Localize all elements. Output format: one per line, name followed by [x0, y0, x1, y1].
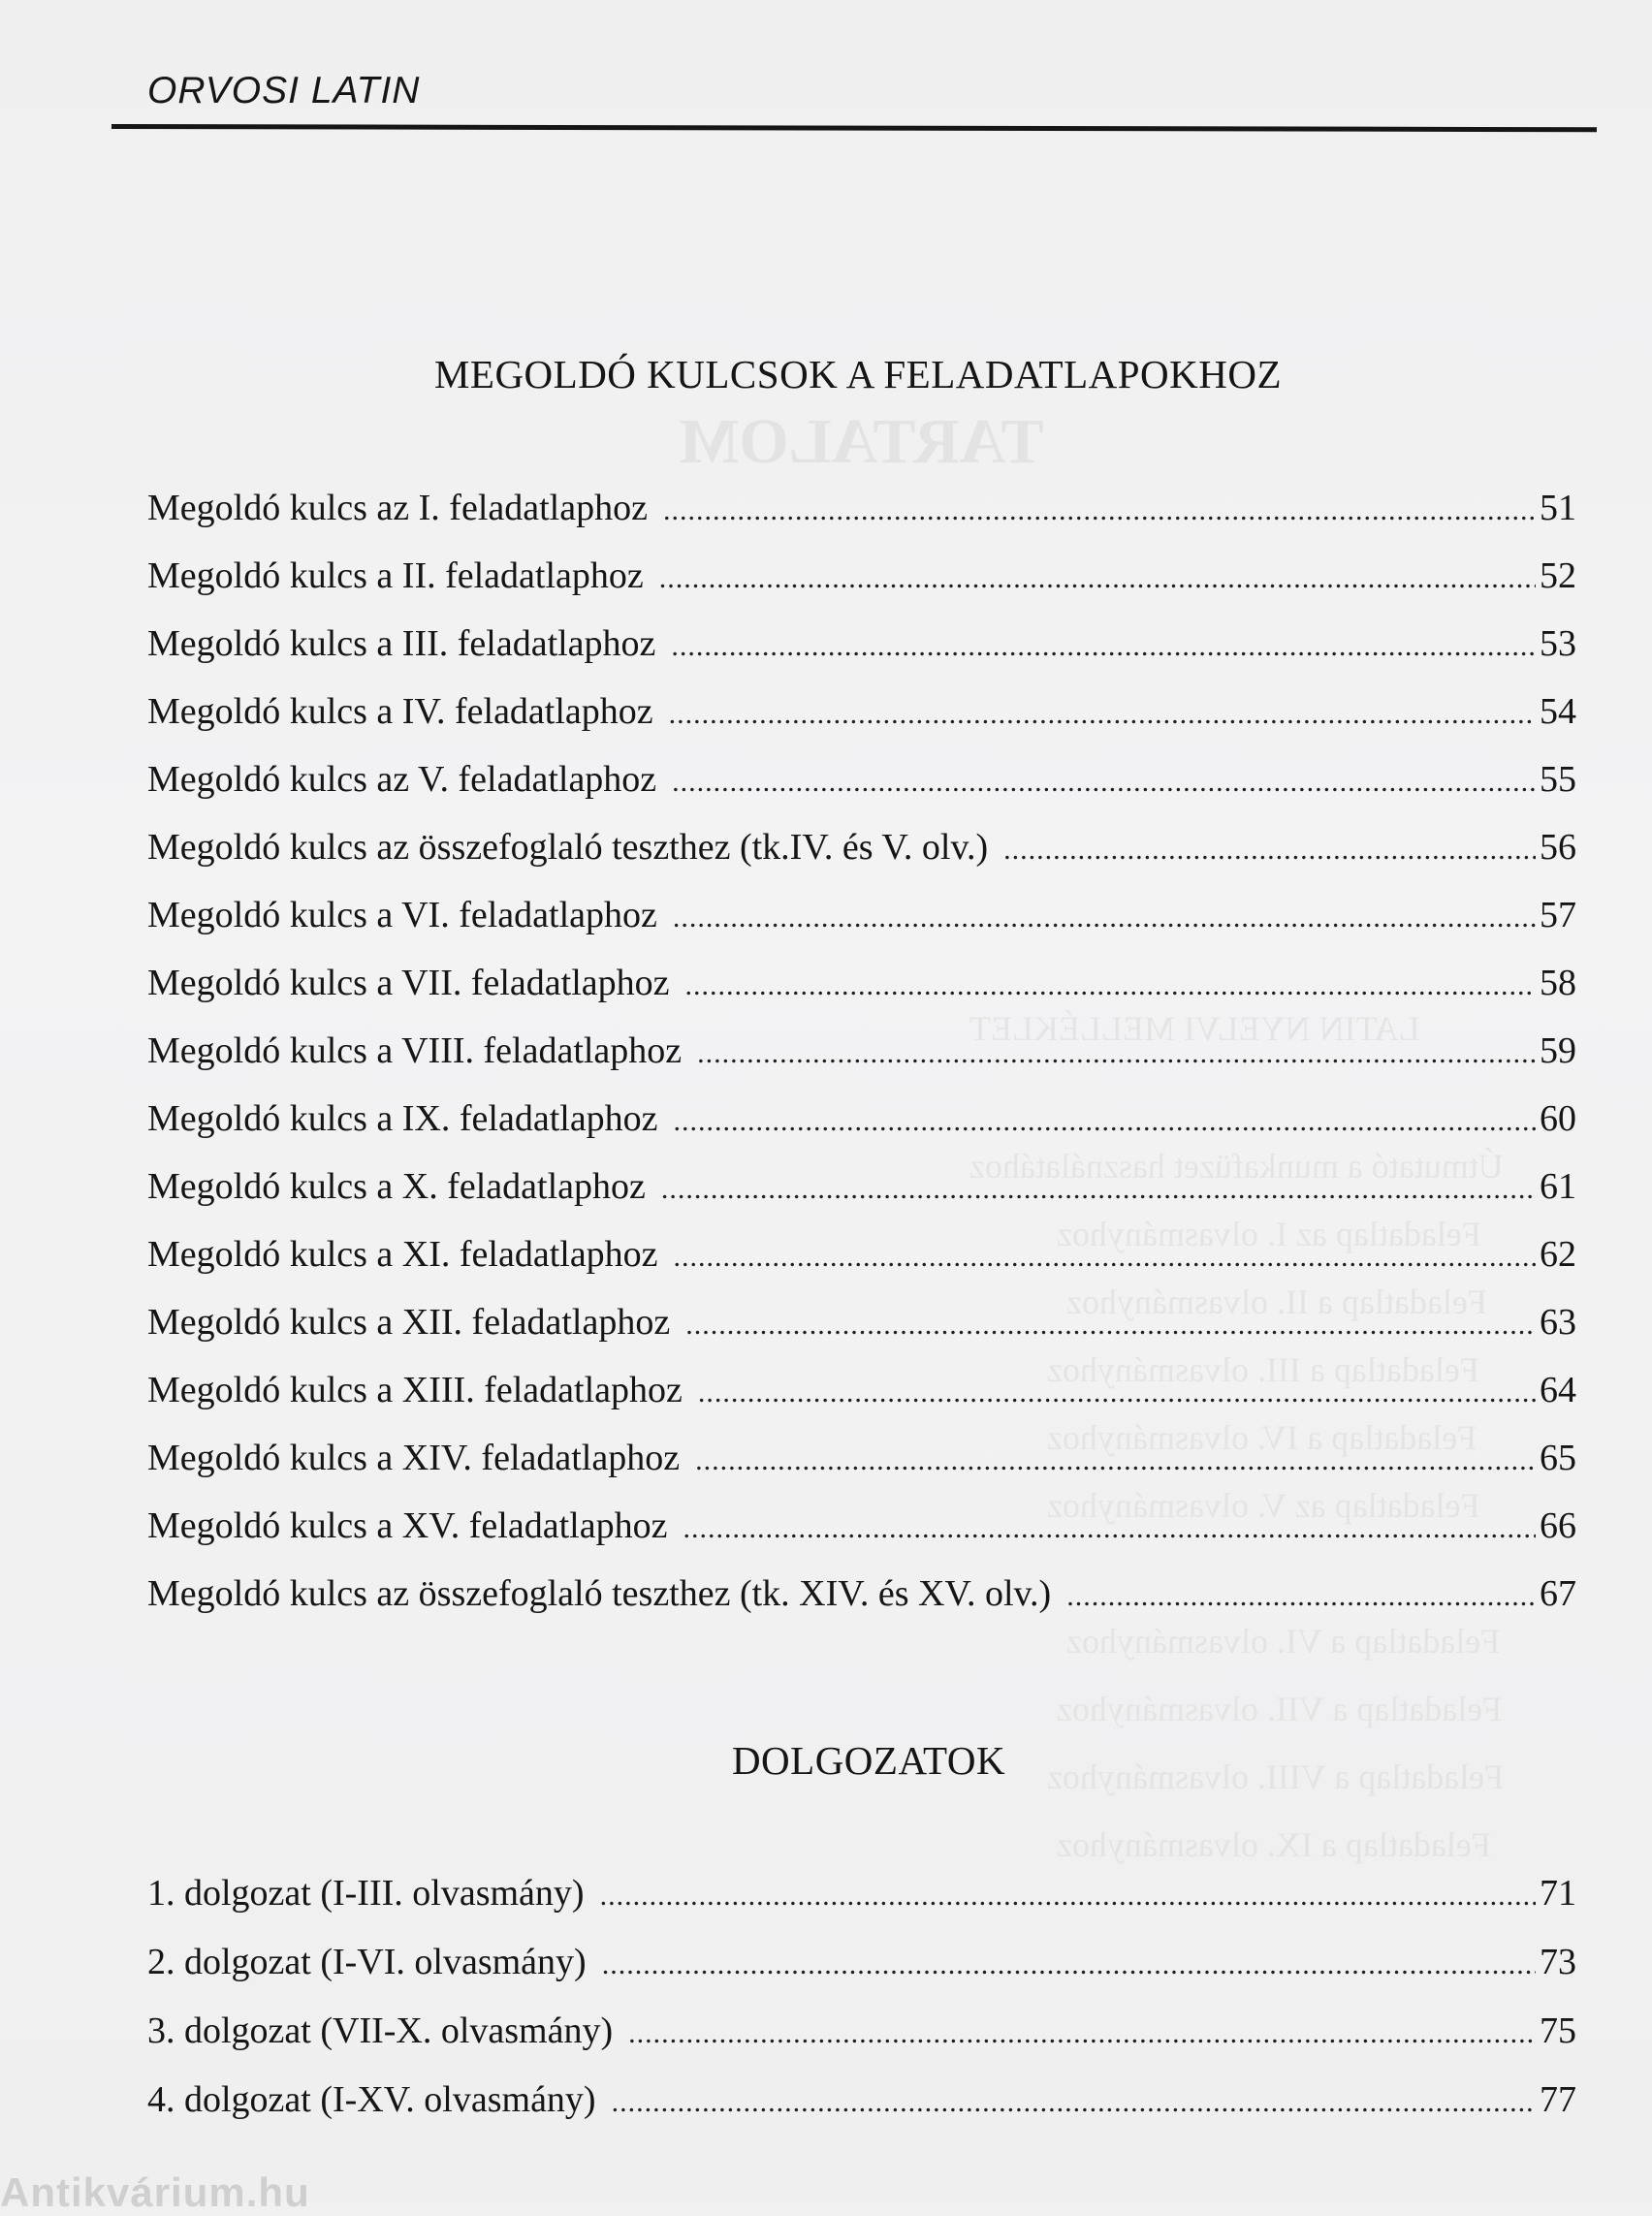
- toc-page-number: 71: [1540, 1873, 1576, 1914]
- bleed-through-line: Feladatlap az V. olvasmányhoz: [1047, 1486, 1480, 1525]
- toc-entry-label: 1. dolgozat (I-III. olvasmány): [147, 1873, 585, 1914]
- toc-entry[interactable]: [147, 1024, 1576, 1092]
- toc-entry-label: Megoldó kulcs a III. feladatlaphoz: [147, 623, 656, 664]
- toc-entry-label: 3. dolgozat (VII-X. olvasmány): [147, 2010, 614, 2051]
- toc-page-number: 64: [1540, 1370, 1576, 1410]
- dot-leader: [695, 1434, 1536, 1488]
- toc-entry-label: Megoldó kulcs az összefoglaló teszthez (tk.IV. és V. olv.): [147, 827, 989, 868]
- toc-entry[interactable]: [147, 1431, 1576, 1499]
- toc-entry-label: Megoldó kulcs a XIV. feladatlaphoz: [147, 1438, 681, 1478]
- bleed-through-title: TARTALOM: [679, 406, 1044, 477]
- toc-entry[interactable]: [147, 1567, 1576, 1634]
- toc-list-tests: [147, 1866, 1576, 2141]
- header-rule: [111, 124, 1597, 132]
- toc-page-number: 51: [1540, 488, 1576, 528]
- toc-entry[interactable]: [147, 684, 1576, 752]
- toc-entry-label: Megoldó kulcs az I. feladatlaphoz: [147, 488, 648, 528]
- toc-page-number: 65: [1540, 1438, 1576, 1478]
- dot-leader: [600, 1869, 1536, 1923]
- toc-page-number: 61: [1540, 1166, 1576, 1207]
- bleed-through-line: Feladatlap a III. olvasmányhoz: [1047, 1350, 1479, 1389]
- section-title-answer-keys: MEGOLDÓ KULCSOK A FELADATLAPOKHOZ: [433, 352, 1283, 396]
- toc-entry[interactable]: [147, 956, 1576, 1024]
- toc-entry-label: Megoldó kulcs a XII. feladatlaphoz: [147, 1302, 671, 1343]
- toc-entry[interactable]: [147, 1092, 1576, 1159]
- toc-entry-label: Megoldó kulcs a IX. feladatlaphoz: [147, 1098, 658, 1139]
- toc-entry[interactable]: [147, 1935, 1576, 2004]
- toc-entry[interactable]: [147, 2073, 1576, 2141]
- toc-entry-label: Megoldó kulcs a XI. feladatlaphoz: [147, 1234, 658, 1275]
- toc-entry[interactable]: [147, 888, 1576, 956]
- toc-entry[interactable]: [147, 2004, 1576, 2073]
- dot-leader: [685, 1298, 1536, 1352]
- toc-entry[interactable]: [147, 549, 1576, 617]
- dot-leader: [672, 755, 1536, 809]
- running-head: ORVOSI LATIN: [147, 70, 421, 111]
- toc-page-number: 57: [1540, 895, 1576, 935]
- dot-leader: [612, 2075, 1536, 2130]
- toc-entry[interactable]: [147, 1363, 1576, 1431]
- toc-page-number: 55: [1540, 759, 1576, 800]
- dot-leader: [671, 619, 1536, 674]
- toc-page-number: 66: [1540, 1505, 1576, 1546]
- toc-entry-label: Megoldó kulcs a XV. feladatlaphoz: [147, 1505, 668, 1546]
- toc-page-number: 75: [1540, 2010, 1576, 2051]
- toc-entry[interactable]: [147, 1295, 1576, 1363]
- bleed-through-line: Feladatlap a VII. olvasmányhoz: [1057, 1690, 1503, 1728]
- toc-page-number: 77: [1540, 2079, 1576, 2120]
- toc-entry-label: Megoldó kulcs a IV. feladatlaphoz: [147, 691, 653, 732]
- toc-page-number: 56: [1540, 827, 1576, 868]
- toc-entry-label: Megoldó kulcs a XIII. feladatlaphoz: [147, 1370, 683, 1410]
- dot-leader: [674, 1230, 1536, 1284]
- section-title-tests: DOLGOZATOK: [731, 1738, 1006, 1783]
- toc-entry[interactable]: [147, 752, 1576, 820]
- dot-leader: [1003, 823, 1536, 877]
- toc-entry[interactable]: [147, 617, 1576, 684]
- bleed-through-line: Feladatlap a IV. olvasmányhoz: [1047, 1418, 1477, 1457]
- toc-entry-label: Megoldó kulcs a X. feladatlaphoz: [147, 1166, 646, 1207]
- watermark: Antikvárium.hu: [0, 2169, 310, 2215]
- dot-leader: [674, 1094, 1536, 1149]
- toc-entry-label: Megoldó kulcs az összefoglaló teszthez (tk. XIV. és XV. olv.): [147, 1573, 1052, 1614]
- dot-leader: [602, 1938, 1536, 1992]
- toc-page-number: 73: [1540, 1942, 1576, 1982]
- dot-leader: [669, 687, 1536, 742]
- bleed-through-line: Útmutató a munkafüzet használatához: [969, 1147, 1504, 1186]
- dot-leader: [673, 891, 1536, 945]
- dot-leader: [663, 484, 1536, 538]
- toc-entry[interactable]: [147, 1499, 1576, 1567]
- toc-page-number: 54: [1540, 691, 1576, 732]
- toc-entry-label: 4. dolgozat (I-XV. olvasmány): [147, 2079, 596, 2120]
- bleed-through-line: Feladatlap a II. olvasmányhoz: [1066, 1282, 1487, 1321]
- toc-entry-label: Megoldó kulcs a VIII. feladatlaphoz: [147, 1030, 683, 1071]
- toc-page-number: 59: [1540, 1030, 1576, 1071]
- dot-leader: [1066, 1569, 1536, 1624]
- toc-entry-label: Megoldó kulcs a II. feladatlaphoz: [147, 555, 644, 596]
- bleed-through-line: Feladatlap a IX. olvasmányhoz: [1057, 1825, 1491, 1864]
- dot-leader: [628, 2007, 1536, 2061]
- toc-entry[interactable]: [147, 1227, 1576, 1295]
- toc-page-number: 53: [1540, 623, 1576, 664]
- toc-page-number: 63: [1540, 1302, 1576, 1343]
- dot-leader: [661, 1162, 1536, 1217]
- toc-page-number: 60: [1540, 1098, 1576, 1139]
- toc-page-number: 62: [1540, 1234, 1576, 1275]
- toc-entry-label: Megoldó kulcs a VI. feladatlaphoz: [147, 895, 657, 935]
- toc-entry-label: 2. dolgozat (I-VI. olvasmány): [147, 1942, 587, 1982]
- toc-list-answer-keys: [147, 481, 1576, 1634]
- dot-leader: [659, 552, 1536, 606]
- toc-entry[interactable]: [147, 1159, 1576, 1227]
- bleed-through-line: Feladatlap az I. olvasmányhoz: [1057, 1215, 1481, 1253]
- toc-page-number: 52: [1540, 555, 1576, 596]
- toc-entry-label: Megoldó kulcs a VII. feladatlaphoz: [147, 963, 670, 1003]
- dot-leader: [685, 959, 1536, 1013]
- bleed-through-line: LATIN NYELVI MELLÉKLET: [969, 1009, 1420, 1048]
- bleed-through-line: Feladatlap a VI. olvasmányhoz: [1066, 1622, 1501, 1661]
- toc-page-number: 67: [1540, 1573, 1576, 1614]
- toc-entry[interactable]: [147, 1866, 1576, 1935]
- dot-leader: [698, 1366, 1536, 1420]
- dot-leader: [683, 1502, 1536, 1556]
- dot-leader: [697, 1027, 1536, 1081]
- bleed-through-line: Feladatlap a VIII. olvasmányhoz: [1047, 1757, 1505, 1796]
- toc-entry[interactable]: [147, 820, 1576, 888]
- toc-entry[interactable]: [147, 481, 1576, 549]
- toc-page-number: 58: [1540, 963, 1576, 1003]
- toc-entry-label: Megoldó kulcs az V. feladatlaphoz: [147, 759, 657, 800]
